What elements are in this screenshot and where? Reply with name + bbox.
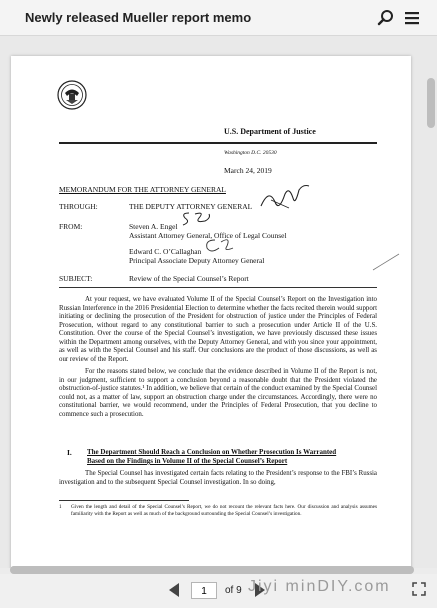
document-page xyxy=(11,56,411,568)
subject-label: SUBJECT: xyxy=(59,274,93,283)
body-paragraph-3: The Special Counsel has investigated certain facts relating to the President’s response to the FBI’s Russia investigation and to the subsequent Special Counsel investigation. In so doing, xyxy=(59,470,377,486)
margin-mark xyxy=(371,252,401,277)
footnote-text: Given the length and detail of the Special Counsel’s Report, we do not recount the relevant facts here. Our discussion and analysis assumes familiarity with the Report as well as much of the background surrounding the Special Counsel’s investigation. xyxy=(71,504,377,517)
subject-value: Review of the Special Counsel’s Report xyxy=(129,274,249,283)
vertical-scrollbar[interactable] xyxy=(427,78,435,568)
doj-seal-icon xyxy=(57,80,87,115)
body-paragraph-1: At your request, we have evaluated Volume II of the Special Counsel’s Report on the Investigation into Russian Interference in the 2016 Presidential Election to determine whether the facts recited therein would support initiating or declining the prosecution of the President for obstruction of justice under the Principles of Federal Prosecution, without regard to any constitutional barrier to such a prosecution under Article II of the U.S. Constitution. Over the course of the Special Counsel’s investigation, we have previously discussed these issues within the Department among ourselves, with the Deputy Attorney General, and with you since your appointment, as well as with the Special Counsel and his staff. Our conclusions are the product of those discussions, as well as our review of the Report. xyxy=(59,296,377,363)
page-count: of 9 xyxy=(225,585,242,596)
deputy-signature xyxy=(259,182,311,223)
department-name: U.S. Department of Justice xyxy=(224,127,316,136)
menu-icon[interactable] xyxy=(402,8,422,28)
section-heading-line-1: The Department Should Reach a Conclusion on Whether Prosecution Is Warranted xyxy=(87,448,337,456)
horizontal-scrollbar[interactable] xyxy=(10,566,414,574)
header-rule xyxy=(59,142,377,144)
page-number-input[interactable]: 1 xyxy=(191,582,217,599)
through-value: THE DEPUTY ATTORNEY GENERAL xyxy=(129,202,253,211)
from-2-name: Edward C. O’Callaghan xyxy=(129,247,202,256)
office-address: Washington D.C. 20530 xyxy=(224,150,277,156)
section-heading-line-2: Based on the Findings in Volume II of the Special Counsel’s Report xyxy=(87,457,288,465)
engel-initials-signature xyxy=(179,210,213,233)
from-2-title: Principal Associate Deputy Attorney General xyxy=(129,256,265,265)
app-header xyxy=(0,0,437,36)
pager-bar xyxy=(0,574,437,608)
memo-addressee: MEMORANDUM FOR THE ATTORNEY GENERAL xyxy=(59,185,226,194)
from-label: FROM: xyxy=(59,222,83,231)
memo-date: March 24, 2019 xyxy=(224,166,272,175)
from-1-name: Steven A. Engel xyxy=(129,222,178,231)
vertical-scroll-thumb[interactable] xyxy=(427,78,435,128)
horizontal-scroll-thumb[interactable] xyxy=(10,566,414,574)
search-icon[interactable] xyxy=(376,8,396,28)
subject-rule xyxy=(59,287,377,288)
through-label: THROUGH: xyxy=(59,202,98,211)
footnote-rule xyxy=(59,500,189,501)
page-title: Newly released Mueller report memo xyxy=(25,10,252,25)
section-number: I. xyxy=(67,448,72,457)
from-1-title: Assistant Attorney General, Office of Legal Counsel xyxy=(129,231,287,240)
fullscreen-icon[interactable] xyxy=(412,582,426,601)
footnote-number: 1 xyxy=(59,504,62,510)
watermark: Jiyi minDIY.com xyxy=(248,578,391,595)
prev-page-icon[interactable] xyxy=(167,582,181,603)
document-viewer[interactable] xyxy=(0,36,437,568)
body-paragraph-2: For the reasons stated below, we conclude that the evidence described in Volume II of the Report is not, in our judgment, sufficient to support a conclusion beyond a reasonable doubt that the President violated the obstruction-of-justice statutes.¹ In addition, we believe that certain of the conduct examined by the Special Counsel could not, as a matter of law, support an obstruction charge under the circumstances. Accordingly, there were no constitutional barrier, we would recommend, under the Principles of Federal Prosecution, that you decline to commence such a prosecution. xyxy=(59,368,377,418)
